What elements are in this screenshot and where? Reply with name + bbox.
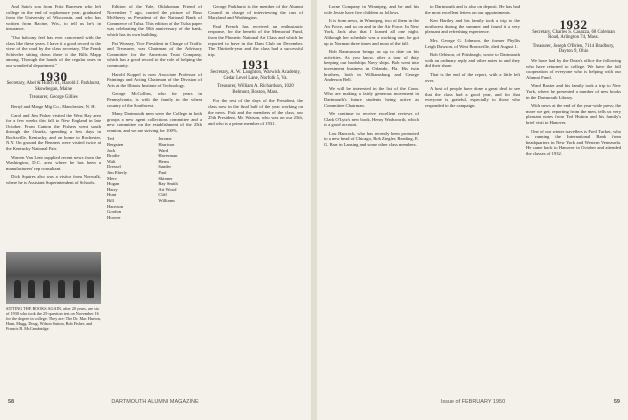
page-number: 58	[8, 399, 15, 405]
names-column-right	[158, 136, 202, 220]
paragraph: Mrs. George G. Johnson, the former Phyllis Leigh Dawson, of West Bronxville, died August 1.	[425, 37, 520, 49]
list-item: Ray Smith	[158, 181, 178, 187]
paragraph: It is from news, in Winnipeg, two of them in the Air Force, and so on and in the Air Force. In New York, Jack also that I loaned all one night. Although her schedule was a working one, he got up to Norman three times and most of the fall.	[324, 18, 419, 46]
list-item: Harry Hunt	[107, 186, 118, 198]
list-item: Jack Brodie	[107, 147, 120, 159]
paragraph: We will be interested in the list of the Conn. Who are making a fairly generous movement in Dartmouth's future students being active as Committee Chairman.	[324, 85, 419, 108]
paragraph: Many Dartmouth men were the College in both groups a new agent collections committee and a new committee on the establishment of the 25th reunion, and we are striving for 100%.	[107, 111, 202, 133]
paragraph: Warren Van Lent supplied recent news from the Washington, D.C. area where he has been a manufacturers' rep consultant.	[6, 154, 101, 171]
person-figure	[73, 280, 80, 298]
list-item: Cliff Williams	[158, 192, 175, 203]
photo-caption: SITTING THE BOOKS AGAIN, after 20 years, are six of 1930 who took the 25-question test on November 16 for the degree in college. They are: The Dr. Mac Hurton, Ham, Mugg, Doug, Wilson Sutton, Bob Fisher, and Francis R. McCambridge.	[6, 306, 101, 331]
paragraph: George McCollins, who for years in Pennsylvania, is with the family in the wheat country of the Southwest.	[107, 91, 202, 108]
paragraph: A host of people have done a great deal to see that the class had a good year, and for that everyone is grateful, especially to those who responded to the campaign.	[425, 86, 520, 108]
paragraph: George Parkhurst is the member of the Alumni Council in charge of interviewing the cars of Maryland and Washington.	[208, 4, 303, 21]
paragraph: With news at the end of the year-wide press; the more we get; reporting from the men, tells us very pleasant notes from Ted Hutton and his family's brief visit to Hanover.	[526, 103, 621, 125]
class-treasurer: Treasurer, William A. Richardson, 1020 Belmont, Boston, Mass.	[217, 84, 294, 95]
paragraph: Lorne Company in Winnipeg, and he and his wife Jessie have five children as follows.	[324, 4, 419, 15]
paragraph: One of our winter travellers is Fred Tucker, who is running the International Bank from headquarters in New York and Western Venezuela. He came back to Hanover in October and attended the classes of 1932.	[526, 128, 621, 156]
list-item: Art Wood	[158, 186, 177, 192]
class-year-heading: 1930	[39, 68, 68, 84]
paragraph: Ken Hartley and his family took a trip to the northwest during the summer and found it a very pleasant and refreshing experience.	[425, 18, 520, 35]
paragraph: We continue to receive excellent reviews of Clark O'Lytz's new book, Henry Wadsworth, which is a good account.	[324, 111, 419, 128]
class-secretary: Secretary, Abel & Hutch 81, Harold J. Parkhurst, Skowhegan, Maine	[6, 81, 101, 92]
paragraph: That is the end of the report, with a little left over.	[425, 71, 520, 83]
paragraph: For the rest of the days of the President, the class now in the final half of the year working on the news. Fisk and the members of the class, our 25th President, Mr. Watson, who was on our 25th, and who is a prime member of 1931.	[208, 98, 303, 126]
class-photo	[6, 252, 101, 304]
person-figure	[58, 280, 65, 298]
list-item: Paul Skinner	[158, 170, 173, 181]
photo-block	[6, 250, 101, 334]
right-footer	[318, 396, 628, 408]
names-column-left	[107, 136, 151, 220]
paragraph: to Dartmouth and is also on deposit. He has had the most excellent letters on our appointments.	[425, 4, 520, 15]
list-item: Jerome Harrison	[158, 136, 175, 148]
committee-names	[107, 136, 202, 220]
class-secretary: Secretary, Charles S. Casazza, 68 Coleman Road, Arlington 74, Mass.	[532, 29, 615, 41]
left-column-1	[6, 4, 101, 189]
footer-publication: DARTMOUTH ALUMNI MAGAZINE	[111, 399, 199, 405]
left-page	[0, 0, 310, 408]
list-item: Jim Eberly	[107, 170, 128, 176]
class-treasurer: Treasurer, George Gillies	[29, 95, 78, 101]
class-year-heading: 1932	[559, 17, 588, 32]
left-column-2	[107, 4, 202, 223]
right-page	[318, 0, 628, 408]
page-number: 59	[613, 399, 620, 405]
paragraph: Harold Koppel is now Associate Professor of Paintings and Acting Chairman of the Division of Arts at the Illinois Institute of Technology.	[107, 71, 202, 88]
paragraph: Bertyl and Marge Mig Co., Manchester, N. H.	[11, 103, 96, 109]
paragraph: Bob Rasmusson brings us up to date on his activities. As you know, after a tour of duty keeping our hardships Navy ships. Bob went into investment business in Orlando, Fla. His twin brothers, both in Williamsburg and George Anderson Bell.	[324, 49, 419, 83]
list-item: Walt Dressel	[107, 158, 121, 170]
class-year-heading: 1931	[241, 57, 270, 73]
list-item: Ward Haverman	[158, 147, 178, 159]
paragraph: "Our balcony feel has ever concerned with the class like these years. I have it a good record to the view of the road by the class secretary, The Frank Schiveler sitting down there it the Bills Mapp among. Through the hands of the regular ones in our wonderful department."	[6, 34, 101, 68]
person-figure	[28, 280, 35, 298]
class-secretary: Secretary, A. W. Laughton, Warwick Academy, Cedar Level Lane, Norfolk 5, Va.	[210, 69, 301, 81]
paragraph: We have had by the Dean's office the following who have returned to college. We have the full cooperation of everyone who is helping with our Alumni Fund.	[526, 57, 621, 80]
paragraph: Bob Orbison, of Pittsburgh, wrote to Dartmouth with an ordinary reply and other notes to and they did their share.	[425, 52, 520, 69]
list-item: Merv Hogan	[107, 175, 120, 187]
left-column-3	[208, 4, 303, 129]
paragraph: Edition of the Yale, Oklahoman Friend of November 7 ago, carried the picture of Russ McSherry as President of the National Bank of Commerce of Tulsa. This edition of the Tulsa paper was celebrating the 50th anniversary of the bank, which has its own building.	[107, 4, 202, 37]
list-item: Ted Bergsten	[107, 136, 124, 148]
paragraph: Ward Baxter and his family took a trip to New York, where he presented a number of new books in the Dartmouth Library.	[526, 83, 621, 100]
list-item: Herm Sander	[158, 158, 172, 170]
page-gutter	[311, 0, 317, 420]
paragraph: Pat Wonsey, Vice President in Charge of Traffic and Treasurer, was Chairman of the Advisory Committee for the American Trust Company, which has a good record to the role of helping the community.	[107, 40, 202, 68]
person-figure	[14, 280, 21, 298]
person-figure	[87, 280, 94, 298]
paragraph: Paul French has received an enthusiastic response, for the benefit of the Memorial Fund, from the Phonetic National Art Class and which he reported to have in the Dam Club on December. The Thirtieth-year and the class had a successful trip.	[208, 23, 303, 57]
paragraph: And Satu's son from Fritz Barresen who left college in the end of sophomore year, graduated from the University of Wisconsin, and who has written from Racine, Wis., to tell us he's in insurance.	[6, 4, 101, 32]
right-column-3	[526, 4, 621, 159]
person-figure	[43, 280, 50, 298]
paragraph: Lou Hancock, who has recently been promoted to a new head of Chicago, Bob Ziegler, Reading, E. G. Barr in Lansing and some other class members.	[324, 130, 419, 148]
footer-issue-date: Issue of FEBRUARY 1950	[440, 399, 506, 405]
paragraph: Carol and Jim Fisher visited the West Bay area for a few weeks this fall to New England in late October. From Canton the Fishers went south through the Ozarks, spending a few days in Rocksville, Kentucky, and on home to Rochester, N.Y. On ground the Benners were visited twice at the Kentucky National Fair.	[6, 112, 101, 152]
right-column-1	[324, 4, 419, 151]
list-item: Bill Harrison	[107, 198, 124, 209]
left-footer	[0, 396, 310, 408]
right-column-2	[425, 4, 520, 112]
list-item: Gordon Hoover	[107, 209, 122, 220]
class-treasurer: Treasurer, Joseph O'Brien, 7114 Bradbury, Dayton 9, Ohio	[532, 43, 615, 55]
paragraph: Dick Squires also was a visitor from Norwalk, where he is Assistant Superintendent of Schools.	[6, 174, 101, 186]
